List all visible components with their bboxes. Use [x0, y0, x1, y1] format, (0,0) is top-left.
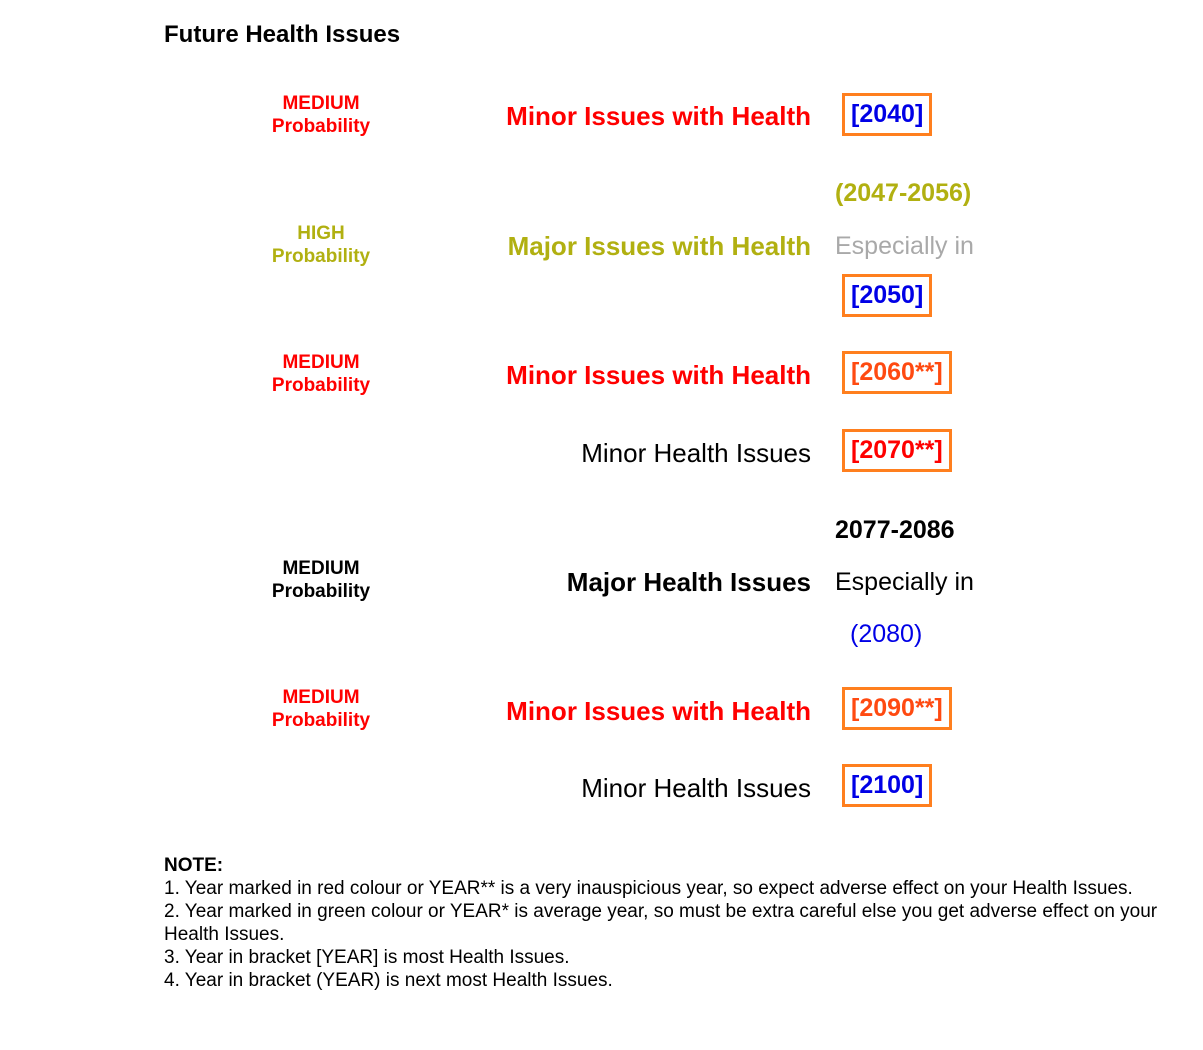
page-title: Future Health Issues — [164, 21, 401, 48]
probability-level: MEDIUM — [282, 93, 360, 114]
issue-label: Minor Issues with Health — [506, 360, 811, 390]
probability-label — [221, 351, 421, 397]
note-heading: NOTE: — [164, 855, 224, 876]
issue-label: Minor Health Issues — [581, 438, 811, 468]
probability-word: Probability — [271, 375, 371, 396]
year-box: [2090**] — [842, 687, 952, 730]
year-value: (2080) — [850, 620, 923, 648]
probability-label — [221, 557, 421, 603]
probability-word: Probability — [271, 710, 371, 731]
probability-label — [221, 686, 421, 732]
year-box: [2070**] — [842, 429, 952, 472]
probability-word: Probability — [271, 246, 371, 267]
issue-label: Minor Health Issues — [581, 773, 811, 803]
year-range: (2047-2056) — [835, 179, 972, 207]
issue-label: Major Issues with Health — [507, 231, 811, 261]
note-item: 4. Year in bracket (YEAR) is next most Health Issues. — [164, 970, 613, 991]
note-item: 2. Year marked in green colour or YEAR* is average year, so must be extra careful else you get adverse effect on your Health Issues. — [164, 901, 1158, 945]
probability-word: Probability — [271, 116, 371, 137]
note-item: 3. Year in bracket [YEAR] is most Health Issues. — [164, 947, 570, 968]
probability-label — [221, 222, 421, 268]
issue-label: Minor Issues with Health — [506, 101, 811, 131]
year-box: [2040] — [842, 93, 932, 136]
probability-level: MEDIUM — [282, 352, 360, 373]
probability-level: HIGH — [297, 223, 345, 244]
probability-level: MEDIUM — [282, 558, 360, 579]
probability-level: MEDIUM — [282, 687, 360, 708]
especially-label: Especially in — [835, 568, 974, 596]
year-box: [2060**] — [842, 351, 952, 394]
year-box: [2100] — [842, 764, 932, 807]
note-item: 1. Year marked in red colour or YEAR** is a very inauspicious year, so expect adverse effect on your Health Issues. — [164, 878, 1133, 899]
especially-label: Especially in — [835, 232, 974, 260]
year-range: 2077-2086 — [835, 516, 955, 544]
issue-label: Major Health Issues — [566, 567, 811, 597]
probability-word: Probability — [271, 581, 371, 602]
issue-label: Minor Issues with Health — [506, 696, 811, 726]
probability-label — [221, 92, 421, 138]
note-section — [164, 854, 1194, 992]
year-box: [2050] — [842, 274, 932, 317]
